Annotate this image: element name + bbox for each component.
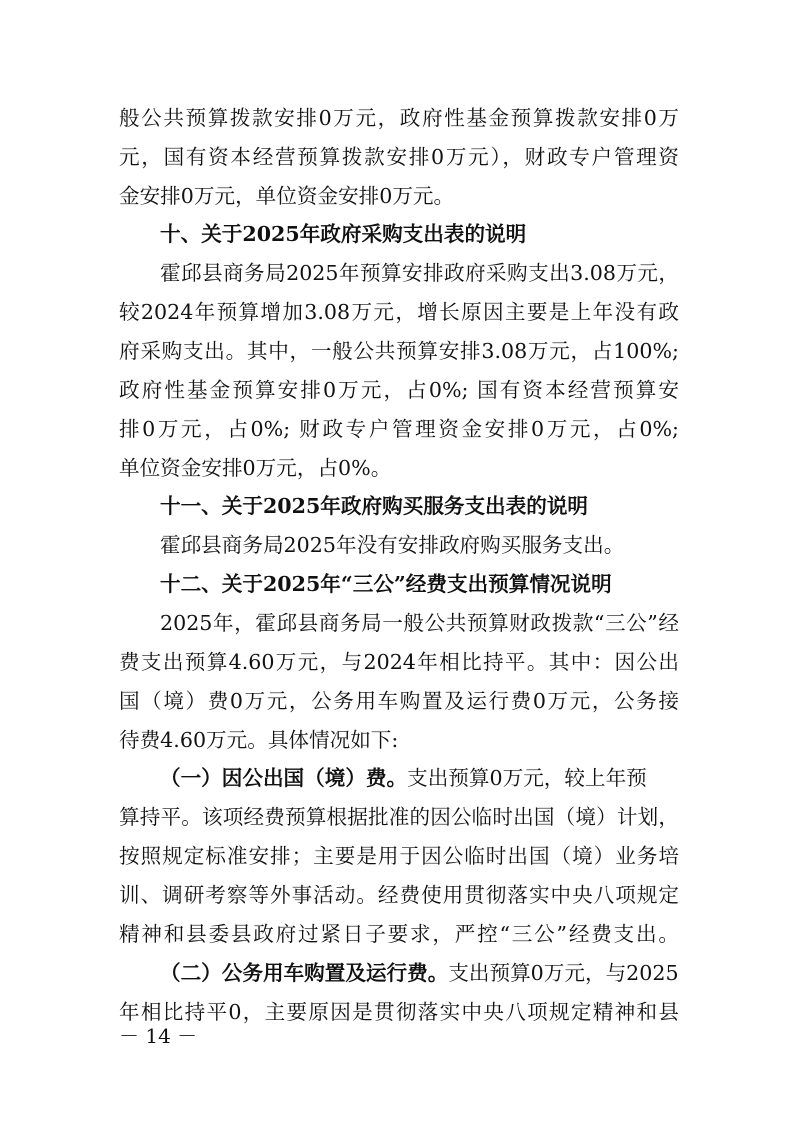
- paragraph-line: 年相比持平0，主要原因是贯彻落实中央八项规定精神和县: [119, 1000, 679, 1024]
- paragraph-line: 按照规定标准安排；主要是用于因公临时出国（境）业务培: [119, 844, 679, 868]
- paragraph-line: 算持平。该项经费预算根据批准的因公临时出国（境）计划，: [119, 805, 679, 829]
- section-heading: 十、关于2025年政府采购支出表的说明: [160, 222, 527, 246]
- subsection-line: [160, 766, 679, 790]
- paragraph-line: 训、调研考察等外事活动。经费使用贯彻落实中央八项规定: [119, 883, 679, 907]
- subsection-title: （一）因公出国（境）费。: [160, 766, 408, 790]
- paragraph-line: 2025年，霍邱县商务局一般公共预算财政拨款“三公”经: [160, 611, 679, 635]
- section-heading: 十一、关于2025年政府购买服务支出表的说明: [160, 494, 589, 518]
- paragraph-line: 精神和县委县政府过紧日子要求，严控“三公”经费支出。: [119, 922, 679, 946]
- paragraph-line: 费支出预算4.60万元，与2024年相比持平。其中：因公出: [119, 650, 679, 674]
- paragraph-line: 单位资金安排0万元，占0%。: [119, 456, 392, 480]
- paragraph-line: 较2024年预算增加3.08万元，增长原因主要是上年没有政: [119, 300, 679, 324]
- paragraph-line: 霍邱县商务局2025年预算安排政府采购支出3.08万元，: [160, 261, 679, 285]
- subsection-line: [160, 961, 679, 985]
- paragraph-line: 般公共预算拨款安排0万元，政府性基金预算拨款安排0万: [119, 106, 679, 130]
- paragraph-line: 待费4.60万元。具体情况如下:: [119, 728, 399, 752]
- page-number: － 14 －: [119, 1024, 198, 1048]
- paragraph-line: 霍邱县商务局2025年没有安排政府购买服务支出。: [160, 533, 625, 557]
- paragraph-line: 国（境）费0万元，公务用车购置及运行费0万元，公务接: [119, 689, 679, 713]
- section-heading: 十二、关于2025年“三公”经费支出预算情况说明: [160, 572, 612, 596]
- paragraph-line: 金安排0万元，单位资金安排0万元。: [119, 184, 455, 208]
- subsection-text: 支出预算0万元，较上年预: [407, 766, 647, 790]
- subsection-title: （二）公务用车购置及运行费。: [160, 961, 449, 985]
- subsection-text: 支出预算0万元，与2025: [448, 961, 679, 985]
- paragraph-line: 府采购支出。其中，一般公共预算安排3.08万元，占100%;: [119, 339, 679, 363]
- paragraph-line: 排0万元，占0%; 财政专户管理资金安排0万元，占0%;: [119, 417, 679, 441]
- paragraph-line: 元，国有资本经营预算拨款安排0万元），财政专户管理资: [119, 145, 679, 169]
- paragraph-line: 政府性基金预算安排0万元，占0%; 国有资本经营预算安: [119, 378, 679, 402]
